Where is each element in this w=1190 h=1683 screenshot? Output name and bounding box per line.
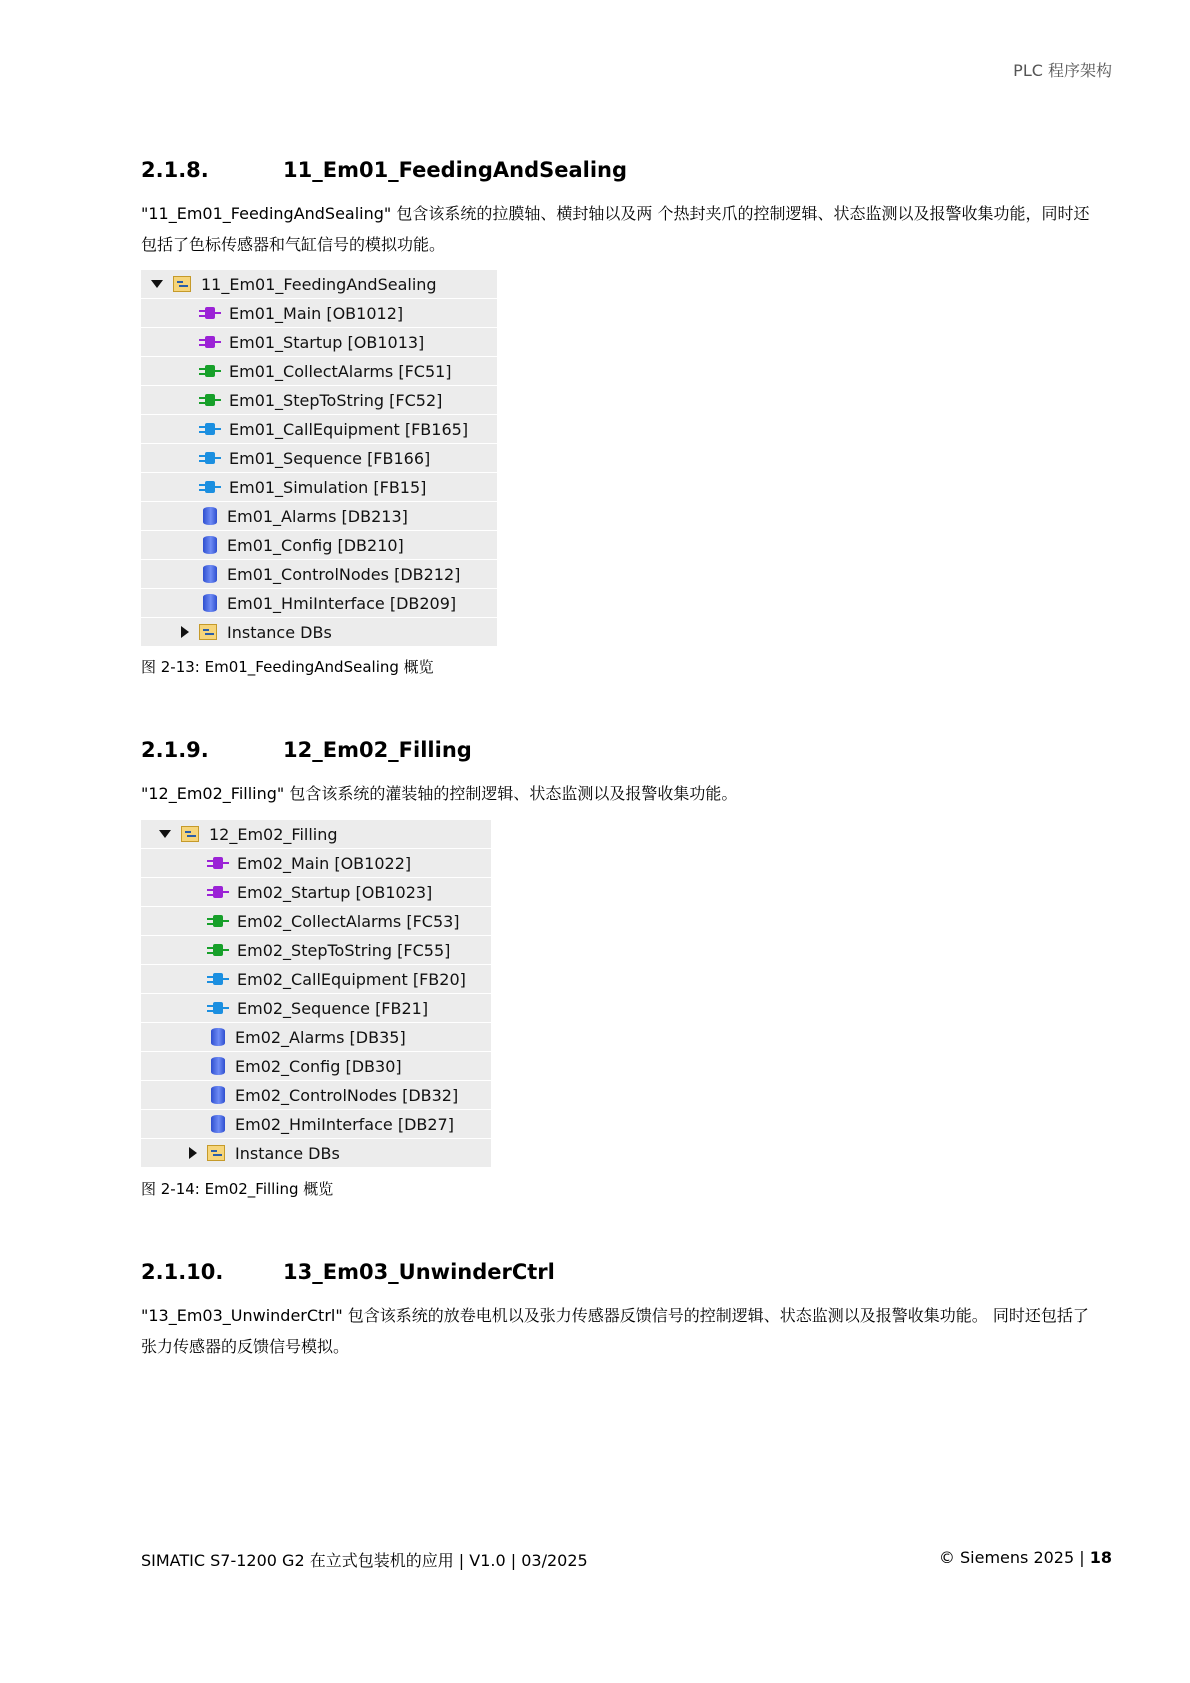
page-header-title: PLC 程序架构 <box>1013 61 1112 80</box>
tree-item-label: Em01_CollectAlarms [FC51] <box>229 361 452 381</box>
footer-left: SIMATIC S7-1200 G2 在立式包装机的应用 | V1.0 | 03/2025 <box>141 1551 588 1570</box>
db-icon <box>203 565 217 583</box>
tree-item-label: Instance DBs <box>235 1143 340 1163</box>
tree-item[interactable] <box>141 473 497 502</box>
page-number: 18 <box>1089 1548 1112 1567</box>
footer-copyright: © Siemens 2025 | <box>938 1548 1085 1567</box>
tree-item-label: Em02_CollectAlarms [FC53] <box>237 911 460 931</box>
folder-icon <box>173 276 191 292</box>
tree-item-label: Instance DBs <box>227 622 332 642</box>
tree-item-label: Em02_Alarms [DB35] <box>235 1027 406 1047</box>
tree-item[interactable] <box>141 502 497 531</box>
tree-root-folder[interactable] <box>141 270 497 299</box>
tree-item-label: Em01_Simulation [FB15] <box>229 477 427 497</box>
tree-item[interactable] <box>141 849 491 878</box>
tree-item[interactable] <box>141 560 497 589</box>
section-heading <box>141 1260 555 1284</box>
tree-item-label: Em02_Config [DB30] <box>235 1056 402 1076</box>
fc-block-icon <box>207 914 229 928</box>
fc-block-icon <box>207 943 229 957</box>
tree-item[interactable] <box>141 936 491 965</box>
tree-item-label: 11_Em01_FeedingAndSealing <box>201 274 437 294</box>
tree-item[interactable] <box>141 328 497 357</box>
fb-block-icon <box>199 480 221 494</box>
fb-block-icon <box>207 972 229 986</box>
section-heading <box>141 738 472 762</box>
db-icon <box>203 507 217 525</box>
tree-item-label: Em01_HmiInterface [DB209] <box>227 593 457 613</box>
tree-item[interactable] <box>141 589 497 618</box>
db-icon <box>211 1086 225 1104</box>
section-number: 2.1.8. <box>141 158 209 182</box>
collapse-caret-icon[interactable] <box>181 626 189 638</box>
tree-item-label: Em01_Sequence [FB166] <box>229 448 431 468</box>
db-icon <box>203 594 217 612</box>
section-title: 13_Em03_UnwinderCtrl <box>283 1260 555 1284</box>
tree-item[interactable] <box>141 1110 491 1139</box>
project-tree <box>141 270 497 647</box>
tree-item[interactable] <box>141 1081 491 1110</box>
ob-block-icon <box>199 306 221 320</box>
section-paragraph: "11_Em01_FeedingAndSealing" 包含该系统的拉膜轴、横封轴以及两 个热封夹爪的控制逻辑、状态监测以及报警收集功能，同时还包括了色标传感器和气缸信号的模拟功能。 <box>141 204 1090 254</box>
section-paragraph: "13_Em03_UnwinderCtrl" 包含该系统的放卷电机以及张力传感器反馈信号的控制逻辑、状态监测以及报警收集功能。 同时还包括了张力传感器的反馈信号模拟。 <box>141 1306 1089 1356</box>
fb-block-icon <box>207 1001 229 1015</box>
db-icon <box>203 536 217 554</box>
tree-item[interactable] <box>141 444 497 473</box>
section-paragraph: "12_Em02_Filling" 包含该系统的灌装轴的控制逻辑、状态监测以及报警收集功能。 <box>141 784 738 803</box>
db-icon <box>211 1115 225 1133</box>
section-number: 2.1.10. <box>141 1260 224 1284</box>
folder-icon <box>181 826 199 842</box>
tree-subfolder[interactable] <box>141 1139 491 1168</box>
tree-item-label: Em01_Config [DB210] <box>227 535 404 555</box>
tree-item-label: Em02_Main [OB1022] <box>237 853 412 873</box>
tree-item-label: Em01_StepToString [FC52] <box>229 390 443 410</box>
tree-item[interactable] <box>141 531 497 560</box>
tree-item[interactable] <box>141 299 497 328</box>
fc-block-icon <box>199 364 221 378</box>
db-icon <box>211 1057 225 1075</box>
ob-block-icon <box>199 335 221 349</box>
tree-item-label: Em01_ControlNodes [DB212] <box>227 564 461 584</box>
folder-icon <box>199 624 217 640</box>
section-number: 2.1.9. <box>141 738 209 762</box>
tree-item-label: Em02_ControlNodes [DB32] <box>235 1085 459 1105</box>
tree-item[interactable] <box>141 1023 491 1052</box>
tree-item-label: Em02_Startup [OB1023] <box>237 882 433 902</box>
expand-caret-icon[interactable] <box>159 830 171 838</box>
tree-item-label: Em01_CallEquipment [FB165] <box>229 419 469 439</box>
section-heading <box>141 158 627 182</box>
tree-item[interactable] <box>141 907 491 936</box>
section-title: 12_Em02_Filling <box>283 738 472 762</box>
ob-block-icon <box>207 856 229 870</box>
tree-item-label: Em02_Sequence [FB21] <box>237 998 429 1018</box>
tree-item-label: Em01_Alarms [DB213] <box>227 506 408 526</box>
project-tree <box>141 820 491 1168</box>
figure-caption: 图 2-14: Em02_Filling 概览 <box>141 1180 334 1198</box>
tree-item-label: Em01_Main [OB1012] <box>229 303 404 323</box>
tree-item-label: 12_Em02_Filling <box>209 824 338 844</box>
figure-caption: 图 2-13: Em01_FeedingAndSealing 概览 <box>141 658 434 676</box>
db-icon <box>211 1028 225 1046</box>
folder-icon <box>207 1145 225 1161</box>
tree-item[interactable] <box>141 357 497 386</box>
tree-item[interactable] <box>141 1052 491 1081</box>
section-title: 11_Em01_FeedingAndSealing <box>283 158 628 182</box>
footer-right <box>939 1548 1112 1567</box>
fb-block-icon <box>199 451 221 465</box>
ob-block-icon <box>207 885 229 899</box>
fb-block-icon <box>199 422 221 436</box>
fc-block-icon <box>199 393 221 407</box>
tree-item-label: Em02_HmiInterface [DB27] <box>235 1114 454 1134</box>
tree-item[interactable] <box>141 994 491 1023</box>
tree-item[interactable] <box>141 386 497 415</box>
tree-root-folder[interactable] <box>141 820 491 849</box>
tree-item[interactable] <box>141 878 491 907</box>
collapse-caret-icon[interactable] <box>189 1147 197 1159</box>
tree-item-label: Em02_StepToString [FC55] <box>237 940 451 960</box>
expand-caret-icon[interactable] <box>151 280 163 288</box>
tree-item-label: Em02_CallEquipment [FB20] <box>237 969 466 989</box>
tree-item-label: Em01_Startup [OB1013] <box>229 332 425 352</box>
tree-subfolder[interactable] <box>141 618 497 647</box>
tree-item[interactable] <box>141 415 497 444</box>
tree-item[interactable] <box>141 965 491 994</box>
